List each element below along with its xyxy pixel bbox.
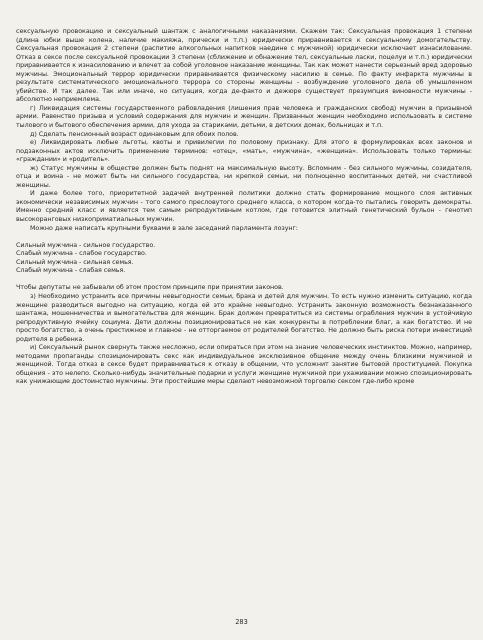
- slogan-line: Сильный мужчина - сильное государство.: [16, 241, 156, 249]
- slogan-line: Слабый мужчина - слабая семья.: [16, 267, 126, 275]
- slogan-line: Сильный мужчина - сильная семья.: [16, 258, 134, 266]
- spacer: [16, 233, 472, 242]
- paragraph: г) Ликвидация системы государственного рабовладения (лишения прав человека и гражданских свобод) мужчин в призывной армии. Равенство призыва и условий содержания для мужчин и женщин. Призванных женщин необходимо использовать в системе тылового и бытового обеспечения армии, для ухода за стариками, детьми, в детских домах, больницах и т.п.: [16, 104, 472, 130]
- paragraph: е) Ликвидировать любые льготы, квоты и привилегии по половому признаку. Для этого в формулировках всех законов и подзаконных актов исключить применение терминов: «отец», «мать», «мужчина», «женщина». Использовать только термины: «граждании» и «родитель».: [16, 139, 472, 164]
- paragraph: и) Сексуальный рынок свернуть также несложно, если опираться при этом на знание человеческих инстинктов. Можно, например, методами пропаганды спозиционировать секс как индивидуальное эксклюзивное общение между очень близкими мужчиной и женщиной. Тогда отказ в сексе будет приравниваться к отказу в общении, что усложнит занятие бытовой проституцией. Покупка общения - это нелепо. Сколько-нибудь значительные подарки и услуги женщине мужчиной при ухаживании можно спозиционировать как унижающие достоинство мужчины. Эти простейшие меры сделают невозможной торговлю сексом где-либо кроме: [16, 344, 472, 386]
- paragraph: Можно даже написать крупными буквами в зале заседаний парламента лозунг:: [30, 224, 298, 232]
- paragraph: И даже более того, приоритетной задачей внутренней политики должно стать формирование мощного слоя активных экономически независимых мужчин - того самого пресловутого среднего класса, о котором когда-то пытались говорить демократы. Именно средний класс и является тем самым репродуктивным котлом, где готовится элитный генетический бульон - генотип высокоранговых низкоприматиальных мужчин.: [16, 190, 472, 224]
- paragraph: Чтобы депутаты не забывали об этом простом принципе при принятии законов.: [16, 284, 284, 292]
- page-number: 283: [235, 618, 248, 626]
- paragraph: з) Необходимо устранить все причины невыгодности семьи, брака и детей для мужчин. То есть нужно изменить ситуацию, когда женщине разводиться выгодно на ситуацию, когда ей это крайне невыгодно. Устранить законную возможность безнаказанного шантажа, мошенничества и вымогательства для женщин. Брак должен превратиться из системы ограбления мужчин в устойчивую репродуктивную ячейку социума. Дети должны позиционироваться не как конкуренты в потреблении благ, а как богатство. И не просто богатство, а очень престижное и главное - не отторгаемое от родителей богатство. Не должно быть риска потери инвестиций родителя в ребенка.: [16, 292, 472, 343]
- slogan-block: [16, 242, 472, 276]
- slogan-line: Слабый мужчина - слабое государство.: [16, 250, 147, 258]
- document-body: [16, 28, 472, 387]
- paragraph: д) Сделать пенсионный возраст одинаковым для обоих полов.: [30, 130, 239, 138]
- paragraph: сексуальную провокацию и сексуальный шантаж с аналогичными наказаниями. Скажем так: Сексуальная провокация 1 степени (длина юбки выше колена, наличие макияжа, прически и т.п.) юридически приравнивается к сексуальному домогательству. Сексуальная провокация 2 степени (распитие алкогольных напитков наедине с мужчиной) юридически исключает изнасилование. Отказ в сексе после сексуальной провокации 3 степени (сближение и обнажение тел, сексуальные ласки, поцелуи и т.п.) юридически приравнивается к изнасилованию и влечет за собой уголовное наказание женщины. Так как может нанести серьезный вред здоровью мужчины. Эмоциональный террор юридически приравнивается физическому насилию в семье. По факту инфаркта мужчины в результате систематического эмоционального террора со стороны женщины - возбуждение уголовного дела об умышленном убийстве. И так далее. Так или иначе, но ситуация, когда де-факто и дежюре существует презумпция виновности мужчины - абсолютно неприемлема.: [16, 28, 472, 104]
- paragraph: ж) Статус мужчины в обществе должен быть поднят на максимальную высоту. Вспомним - без сильного мужчины, созидателя, отца и воина - не может быть ни сильного государства, ни крепкой семьи, ни полноценно воспитанных детей, ни счастливой женщины.: [16, 164, 472, 189]
